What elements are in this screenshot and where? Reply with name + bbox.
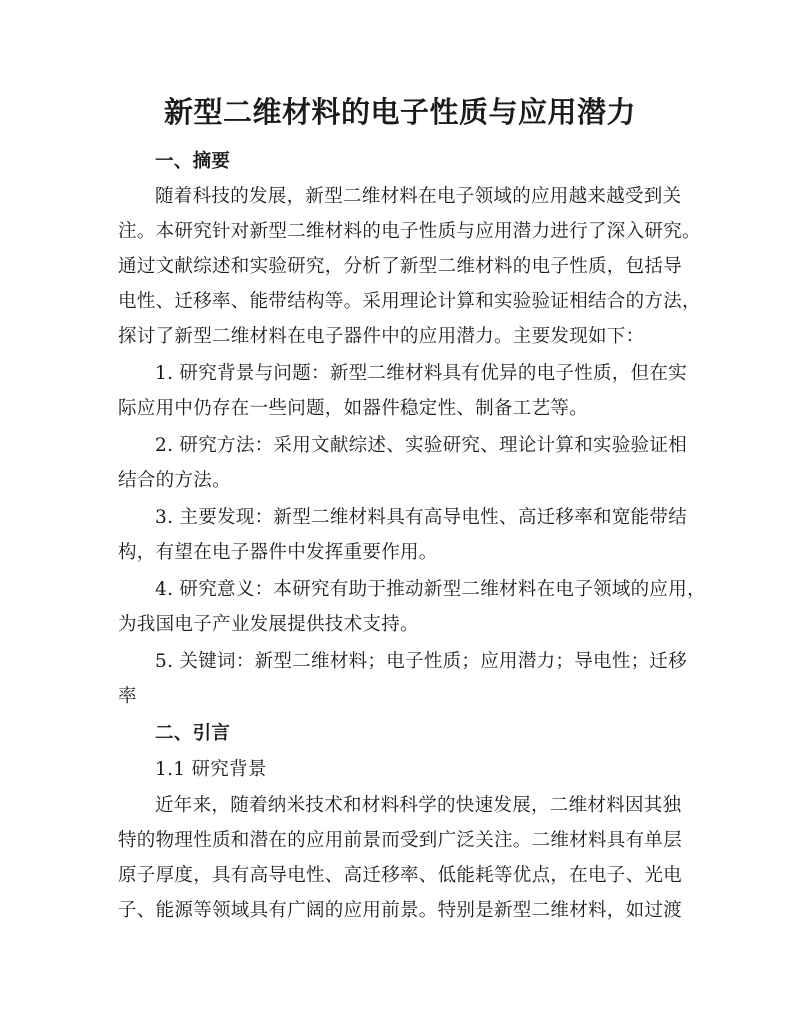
paragraph-line: 随着科技的发展，新型二维材料在电子领域的应用越来越受到关 [155, 186, 682, 207]
paragraph-line: 子、能源等领域具有广阔的应用前景。特别是新型二维材料，如过渡 [118, 900, 683, 921]
list-item-line: 率 [118, 686, 137, 707]
list-item-line: 2. 研究方法：采用文献综述、实验研究、理论计算和实验验证相 [155, 435, 688, 456]
section-heading-intro: 二、引言 [155, 723, 231, 744]
list-item-line: 5. 关键词：新型二维材料；电子性质；应用潜力；导电性；迁移 [155, 651, 688, 672]
paragraph-line: 电性、迁移率、能带结构等。采用理论计算和实验验证相结合的方法， [118, 291, 701, 312]
list-item-line: 4. 研究意义：本研究有助于推动新型二维材料在电子领域的应用， [155, 579, 706, 600]
list-item-line: 1. 研究背景与问题：新型二维材料具有优异的电子性质，但在实 [155, 363, 688, 384]
paragraph-line: 近年来，随着纳米技术和材料科学的快速发展，二维材料因其独 [155, 795, 682, 816]
list-item-line: 为我国电子产业发展提供技术支持。 [118, 614, 419, 635]
paragraph-line: 原子厚度，具有高导电性、高迁移率、低能耗等优点，在电子、光电 [118, 865, 683, 886]
paragraph-line: 特的物理性质和潜在的应用前景而受到广泛关注。二维材料具有单层 [118, 830, 683, 851]
list-item-line: 结合的方法。 [118, 470, 231, 491]
section-heading-abstract: 一、摘要 [155, 151, 231, 172]
paragraph-line: 注。本研究针对新型二维材料的电子性质与应用潜力进行了深入研究。 [118, 221, 701, 242]
list-item-line: 际应用中仍存在一些问题，如器件稳定性、制备工艺等。 [118, 398, 589, 419]
paragraph-line: 通过文献综述和实验研究，分析了新型二维材料的电子性质，包括导 [118, 256, 683, 277]
list-item-line: 构，有望在电子器件中发挥重要作用。 [118, 542, 438, 563]
list-item-line: 3. 主要发现：新型二维材料具有高导电性、高迁移率和宽能带结 [155, 507, 688, 528]
paragraph-line: 探讨了新型二维材料在电子器件中的应用潜力。主要发现如下： [118, 326, 645, 347]
subsection-heading: 1.1 研究背景 [155, 759, 267, 780]
document-title: 新型二维材料的电子性质与应用潜力 [163, 95, 636, 129]
